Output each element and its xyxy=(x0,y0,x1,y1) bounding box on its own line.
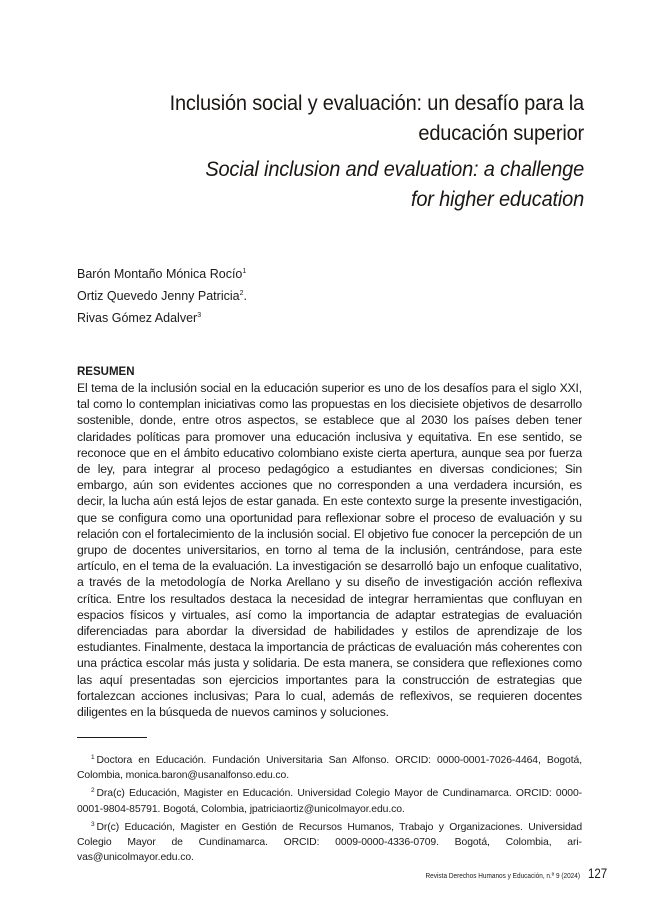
abstract-section xyxy=(77,364,582,720)
footnote-text: Dr(c) Educación, Magister en Gestión de Recursos Humanos, Trabajo y Organizaciones. Universidad Colegio Mayor de Cundinamarca. ORCID: 0009-0000-4336-0709. Bogotá, Colombia, arivas@unicolmayor.edu.co. xyxy=(77,821,582,864)
author-name: Rivas Gómez Adalver xyxy=(77,311,198,325)
footnote-2 xyxy=(77,783,582,816)
article-title-english xyxy=(134,154,584,214)
footnote-ref[interactable]: 2 xyxy=(239,290,244,297)
footnote-3 xyxy=(77,817,582,866)
title-es-line-1: Inclusión social y evaluación: un desafío para la xyxy=(169,91,584,115)
author-2 xyxy=(77,284,247,306)
author-suffix: . xyxy=(243,289,247,303)
footnote-text: Doctora en Educación. Fundación Universitaria San Alfonso. ORCID: 0000-0001-7026-4464, Bogotá, Colombia, monica.baron@usanalfonso.edu.co. xyxy=(77,755,582,782)
footnote-number: 3 xyxy=(91,820,95,828)
footnote-number: 1 xyxy=(91,754,95,761)
footnote-divider xyxy=(77,737,147,738)
footnote-ref[interactable]: 1 xyxy=(242,268,247,275)
title-es-line-2: educación superior xyxy=(418,121,584,145)
abstract-heading: RESUMEN xyxy=(77,366,135,378)
footnote-1 xyxy=(77,750,582,783)
author-name: Barón Montaño Mónica Rocío xyxy=(77,267,243,281)
author-1 xyxy=(77,262,247,284)
footnotes-section xyxy=(77,750,582,865)
footnote-ref[interactable]: 3 xyxy=(197,312,202,319)
footnote-number: 2 xyxy=(91,787,95,795)
author-name: Ortiz Quevedo Jenny Patricia xyxy=(77,289,240,303)
article-title-block xyxy=(100,88,584,214)
footnote-text: Dra(c) Educación, Magister en Educación. Universidad Colegio Mayor de Cundinamarca. ORCID: 0000-0001-9804-85791. Bogotá, Colombia, jpatriciaortiz@unicolmayor.edu.co. xyxy=(77,788,582,815)
title-en-line-1: Social inclusion and evaluation: a challenge xyxy=(205,157,584,181)
title-en-line-2: for higher education xyxy=(410,187,584,211)
abstract-body: El tema de la inclusión social en la educación superior es uno de los desafíos para el siglo XXI, tal como lo contemplan iniciativas como las propuestas en los diecisiete objetivos de desarrollo sostenible, donde, entre otros aspectos, se establece que al 2030 los países deben tener claridades políticas para promover una educación inclusiva y equitativa. En ese sentido, se reconoce que en el ámbito educativo colombiano existe cierta apertura, aunque sea por fuerza de ley, para integrar al proceso pedagógico a estudiantes en diversas condiciones; Sin embargo, aún son evidentes acciones que no corresponden a una verdadera incursión, es decir, la lucha aún está lejos de estar ganada. En este contexto surge la presente investigación, que se configura como una oportunidad para reflexionar sobre el proceso de evaluación y su relación con el fortalecimiento de la inclusión social. El objetivo fue conocer la percepción de un grupo de docentes universitarios, en torno al tema de la inclusión, centrándose, para este artículo, en el tema de la evaluación. La investigación se desarrolló bajo un enfoque cualitativo, a través de la metodología de Norka Arellano y su diseño de investigación acción reflexiva crítica. Entre los resultados destaca la necesidad de integrar herramientas que confluyan en espacios físicos y virtuales, así como la importancia de adaptar estrategias de evaluación diferenciadas para abordar la diversidad de habilidades y estilos de aprendizaje de los estudiantes. Finalmente, destaca la importancia de prácticas de evaluación más coherentes con una práctica escolar más justa y solidaria. De esta manera, se considera que reflexiones como las aquí presentadas son ejercicios importantes para la construcción de estrategias que fortalezcan acciones inclusivas; Para lo cual, además de reflexivos, se requieren docentes diligentes en la búsqueda de nuevos caminos y soluciones. xyxy=(77,381,582,720)
author-3 xyxy=(77,306,247,328)
article-title-spanish xyxy=(134,88,584,148)
page-number: 127 xyxy=(588,866,608,881)
journal-running-footer: Revista Derechos Humanos y Educación, n.º 9 (2024) xyxy=(425,871,580,880)
author-list xyxy=(77,262,247,328)
